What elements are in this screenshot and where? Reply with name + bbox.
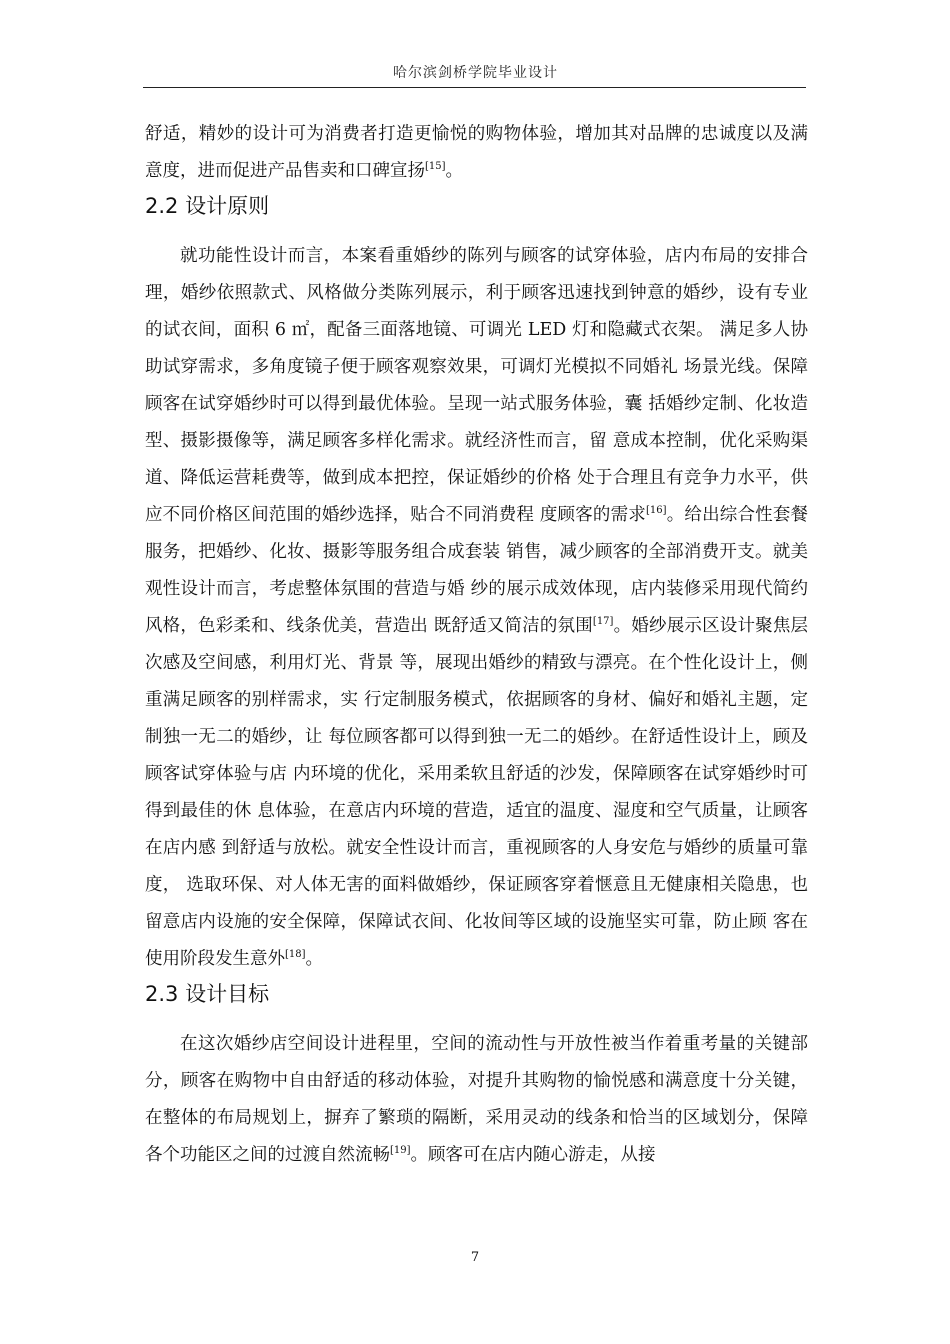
paragraph-text: 在这次婚纱店空间设计进程里，空间的流动性与开放性被当作着重考量的关键部分，顾客在购物中自由舒适的移动体验，对提升其购物的愉悦感和满意度十分关键，在整体的布局规划上，摒弃了繁琐的隔断，采用灵动的线条和恰当的区域划分，保障各个功能区之间的过渡自然流畅: [145, 1034, 808, 1165]
page-header: 哈尔滨剑桥学院毕业设计: [393, 65, 558, 81]
intro-text: 舒适，精妙的设计可为消费者打造更愉悦的购物体验，增加其对品牌的忠诚度以及满意度，进而促进产品售卖和口碑宣扬: [145, 124, 808, 181]
paragraph-text: 就功能性设计而言，本案看重婚纱的陈列与顾客的试穿体验，店内布局的安排合理，婚纱依照款式、风格做分类陈列展示，利于顾客迅速找到钟意的婚纱，设有专业的试衣间，面积 6 ㎡，配备三面落地镜、可调光 LED 灯和隐藏式衣架。 满足多人协助试穿需求，多角度镜子便于顾客观察效果，可调灯光模拟不同婚礼 场景光线。保障顾客在试穿婚纱时可以得到最优体验。呈现一站式服务体验，囊 括婚纱定制、化妆造型、摄影摄像等，满足顾客多样化需求。就经济性而言，留 意成本控制，优化采购渠道、降低运营耗费等，做到成本把控，保证婚纱的价格 处于合理且有竞争力水平，供应不同价格区间范围的婚纱选择，贴合不同消费程 度顾客的需求: [145, 246, 808, 525]
intro-end: 。: [445, 161, 464, 181]
intro-paragraph: [145, 116, 808, 190]
citation-17: [17]: [592, 616, 614, 628]
document-body: [145, 116, 808, 1174]
paragraph-text: 。婚纱展示区设计聚焦层次感及空间感，利用灯光、背景 等，展现出婚纱的精致与漂亮。在个性化设计上，侧重满足顾客的别样需求，实 行定制服务模式，依据顾客的身材、偏好和婚礼主题，定制独一无二的婚纱，让 每位顾客都可以得到独一无二的婚纱。在舒适性设计上，顾及顾客试穿体验与店 内环境的优化，采用柔软且舒适的沙发，保障顾客在试穿婚纱时可得到最佳的休 息体验，在意店内环境的营造，适宜的温度、湿度和空气质量，让顾客在店内感 到舒适与放松。就安全性设计而言，重视顾客的人身安危与婚纱的质量可靠度， 选取环保、对人体无害的面料做婚纱，保证顾客穿着惬意且无健康相关隐患，也 留意店内设施的安全保障，保障试衣间、化妆间等区域的设施坚实可靠，防止顾 客在使用阶段发生意外: [145, 616, 809, 969]
section-heading-2-3: 2.3 设计目标: [145, 982, 270, 1006]
citation-15: [15]: [425, 161, 446, 173]
section-2-2-paragraph: [145, 238, 808, 978]
paragraph-end: 。: [305, 949, 324, 969]
paragraph-text: 。顾客可在店内随心游走，从接: [410, 1145, 656, 1165]
header-rule: [143, 87, 806, 88]
paragraph-text: 。给出综合性套餐服务，把婚纱、化妆、摄影等服务组合成套装 销售，减少顾客的全部消费开支。就美观性设计而言，考虑整体氛围的营造与婚 纱的展示成效体现，店内装修采用现代简约风格，色彩柔和、线条优美，营造出 既舒适又简洁的氛围: [145, 505, 809, 636]
citation-19: [19]: [390, 1145, 411, 1157]
page-number: 7: [470, 1250, 480, 1265]
citation-16: [16]: [645, 505, 667, 517]
section-heading-2-2: 2.2 设计原则: [145, 194, 270, 218]
section-2-3-paragraph: [145, 1026, 808, 1174]
citation-18: [18]: [285, 949, 306, 961]
